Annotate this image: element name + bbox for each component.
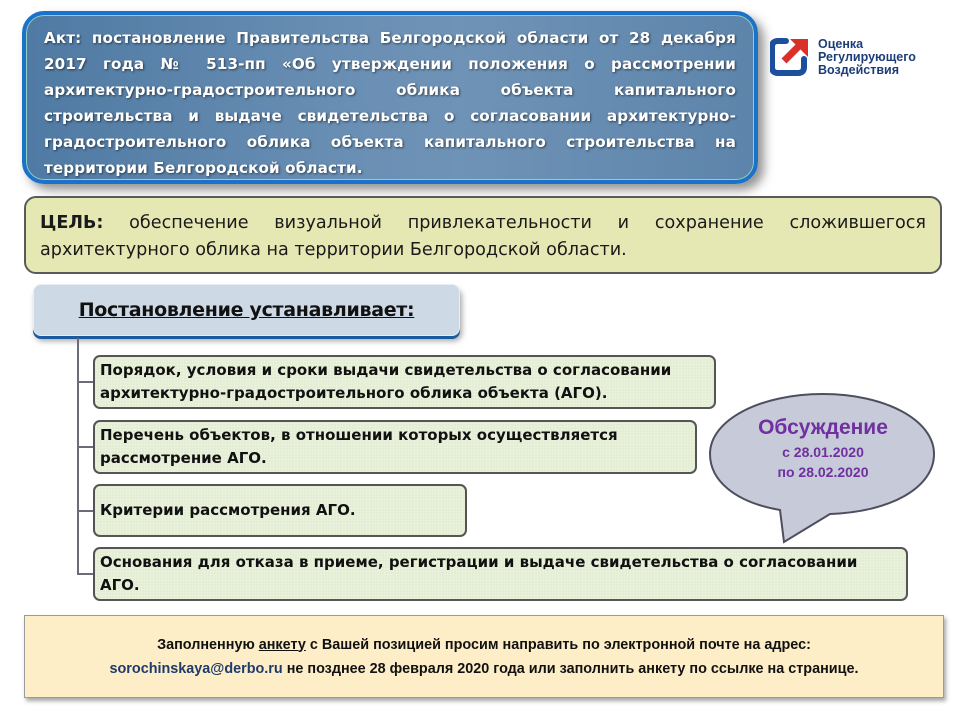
- goal-text: обеспечение визуальной привлекательности и сохранение сложившегося архитектурного облика на территории Белгородской области.: [40, 213, 926, 260]
- questionnaire-link[interactable]: анкету: [258, 636, 306, 653]
- note-line-1: [157, 633, 811, 657]
- note-text: не позднее 28 февраля 2020 года или заполнить анкету по ссылке на странице.: [282, 660, 859, 677]
- goal-box: [24, 196, 942, 274]
- list-item-text: Критерии рассмотрения АГО.: [100, 501, 356, 519]
- discussion-bubble: [700, 392, 930, 552]
- logo-text: [818, 38, 916, 77]
- logo-line-1: Оценка: [818, 36, 864, 51]
- section-heading-box: [33, 284, 460, 336]
- list-item-objects: [93, 420, 697, 474]
- list-item-refusal-grounds: [93, 547, 908, 601]
- feedback-note: [24, 615, 944, 698]
- note-text: с Вашей позицией просим направить по электронной почте на адрес:: [305, 636, 811, 653]
- list-item-text: Основания для отказа в приеме, регистрации и выдаче свидетельства о согласовании АГО.: [100, 553, 858, 594]
- act-title-text: Акт: постановление Правительства Белгородской области от 28 декабря 2017 года № 513-пп «Об утверждении положения о рассмотрении архитектурно-градостроительного облика объекта капитального строительства и выдаче свидетельства о согласовании архитектурно-градостроительного облика объекта капитального строительства на территории Белгородской области.: [44, 29, 736, 177]
- act-title-box: [22, 11, 758, 184]
- note-line-2: [110, 657, 859, 681]
- discussion-to-date: по 28.02.2020: [777, 464, 869, 480]
- tree-connector-vertical: [77, 338, 79, 574]
- list-item-text: Перечень объектов, в отношении которых осуществляется рассмотрение АГО.: [100, 426, 618, 467]
- logo-line-2: Регулирующего: [818, 49, 916, 64]
- orv-logo: [770, 32, 950, 82]
- logo-line-3: Воздействия: [818, 62, 900, 77]
- discussion-from-date: с 28.01.2020: [782, 444, 864, 460]
- goal-label: ЦЕЛЬ:: [40, 213, 104, 233]
- list-item-text: Порядок, условия и сроки выдачи свидетельства о согласовании архитектурно-градостроительного облика объекта (АГО).: [100, 361, 672, 402]
- list-item-procedure: [93, 355, 716, 409]
- list-item-criteria: [93, 484, 467, 537]
- discussion-title: Обсуждение: [758, 416, 888, 439]
- note-text: Заполненную: [157, 636, 259, 653]
- email-link[interactable]: sorochinskaya@derbo.ru: [109, 660, 283, 677]
- section-heading: Постановление устанавливает:: [78, 299, 415, 321]
- logo-arrow-icon: [770, 37, 810, 77]
